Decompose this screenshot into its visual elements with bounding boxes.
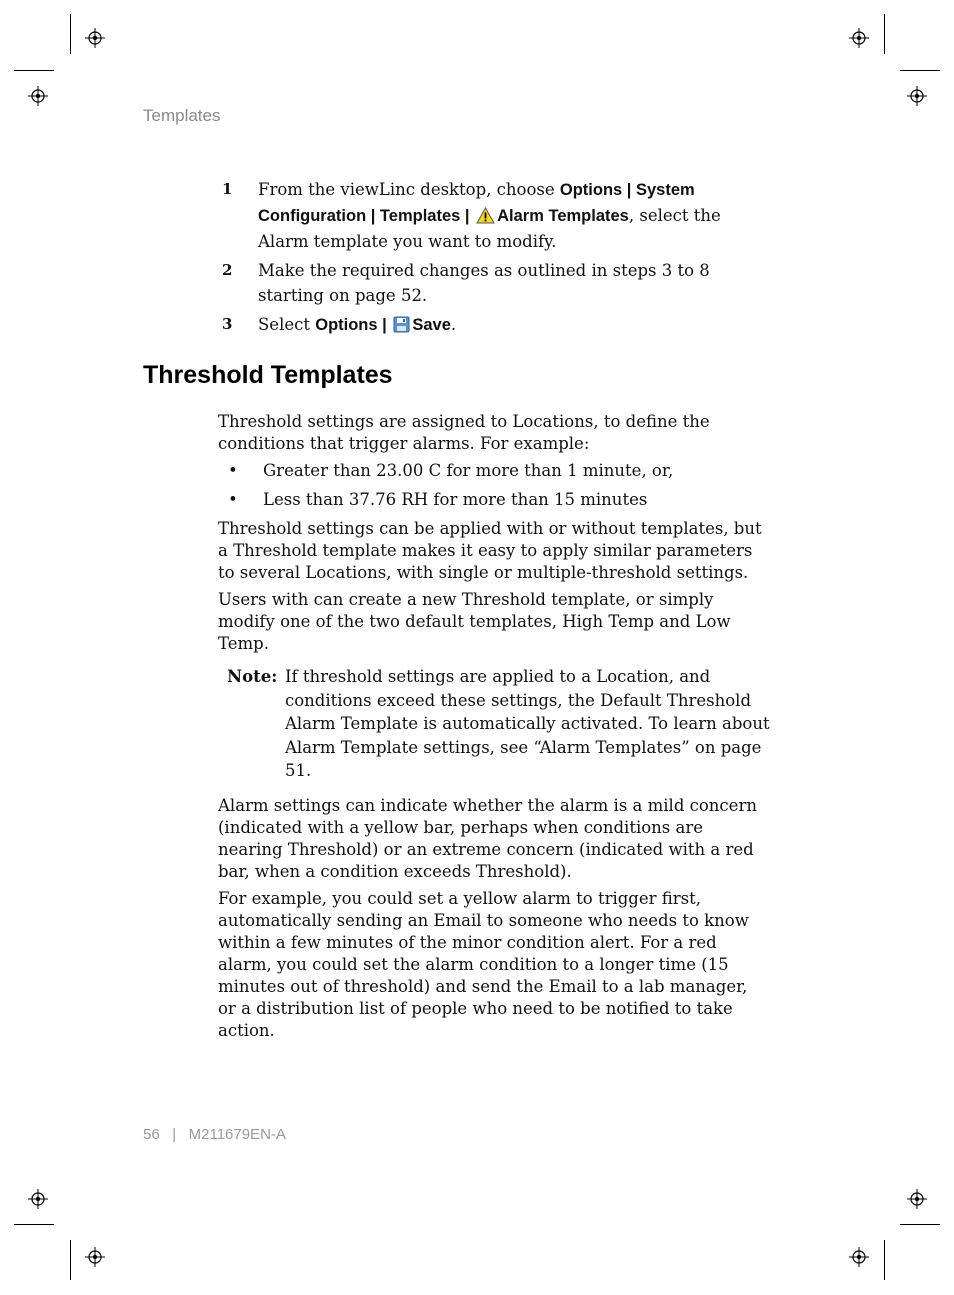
warning-icon [476, 207, 495, 224]
registration-mark-icon [849, 28, 869, 48]
crop-mark [884, 14, 885, 54]
registration-mark-icon [849, 1247, 869, 1267]
registration-mark-icon [85, 28, 105, 48]
step-item [222, 312, 767, 338]
step-item [222, 177, 767, 254]
crop-mark [900, 70, 940, 71]
step-number: 2 [222, 261, 233, 279]
crop-mark [70, 14, 71, 54]
document-id: M211679EN-A [188, 1126, 286, 1143]
menu-target: Alarm Templates [497, 207, 629, 225]
step-text: Make the required changes as outlined in steps 3 to 8 starting on page 52. [258, 261, 710, 305]
crop-mark [14, 70, 54, 71]
step-text: From the viewLinc desktop, choose Options | System Configuration | Templates | Alarm Templates, select the Alarm template you want to modify. [258, 180, 721, 251]
crop-mark [900, 1224, 940, 1225]
crop-mark [884, 1240, 885, 1280]
menu-path: Options | System Configuration | Templates | [258, 181, 695, 225]
list-item: • Greater than 23.00 C for more than 1 minute, or, [218, 460, 770, 482]
footer-separator: | [172, 1126, 177, 1143]
page-footer [143, 1126, 286, 1143]
bullet-list [218, 460, 770, 511]
crop-mark [70, 1240, 71, 1280]
running-header: Templates [143, 106, 221, 125]
step-number: 1 [222, 180, 233, 198]
step-text: Select Options | Save. [258, 315, 457, 334]
registration-mark-icon [28, 86, 48, 106]
note-label: Note: [227, 667, 278, 686]
bullet-icon: • [228, 490, 238, 509]
section-title: Threshold Templates [143, 361, 393, 389]
registration-mark-icon [28, 1189, 48, 1209]
procedure-steps [222, 177, 767, 342]
menu-path: Options | [315, 316, 392, 334]
list-item: • Less than 37.76 RH for more than 15 minutes [218, 489, 770, 511]
paragraph: Users with can create a new Threshold template, or simply modify one of the two default templates, High Temp and Low Temp. [218, 590, 731, 653]
note-block [227, 665, 770, 783]
paragraph: Alarm settings can indicate whether the alarm is a mild concern (indicated with a yellow bar, perhaps when conditions are nearing Threshold) or an extreme concern (indicated with a red bar, when a condition exceeds Threshold). [218, 795, 757, 881]
paragraph: Threshold settings can be applied with or without templates, but a Threshold template makes it easy to apply similar parameters to several Locations, with single or multiple-threshold settings. [218, 519, 762, 582]
registration-mark-icon [907, 1189, 927, 1209]
section-body [218, 411, 770, 1047]
page-number: 56 [143, 1126, 160, 1143]
crop-mark [14, 1224, 54, 1225]
paragraph: Threshold settings are assigned to Locations, to define the conditions that trigger alarms. For example: [218, 412, 710, 453]
paragraph: For example, you could set a yellow alarm to trigger first, automatically sending an Email to someone who needs to know within a few minutes of the minor condition alert. For a red alarm, you could set the alarm condition to a longer time (15 minutes out of threshold) and send the Email to a lab manager, or a distribution list of people who need to be notified to take action. [218, 888, 749, 1040]
step-number: 3 [222, 315, 233, 333]
step-item [222, 258, 767, 308]
note-text: If threshold settings are applied to a Location, and conditions exceed these settings, the Default Threshold Alarm Template is automatically activated. To learn about Alarm Template settings, see “Alarm Templates” on page 51. [285, 667, 770, 780]
menu-target: Save [412, 316, 451, 334]
registration-mark-icon [85, 1247, 105, 1267]
save-icon [393, 316, 410, 333]
registration-mark-icon [907, 86, 927, 106]
bullet-icon: • [228, 461, 238, 480]
